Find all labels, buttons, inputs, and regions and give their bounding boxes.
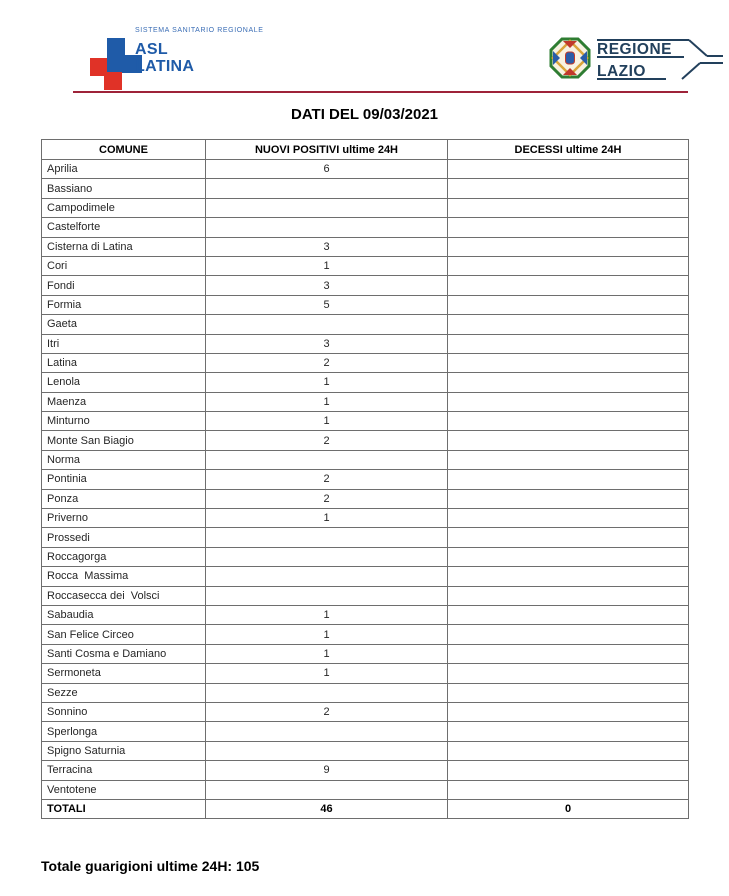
decessi-cell bbox=[448, 334, 689, 353]
comune-cell: Terracina bbox=[42, 761, 206, 780]
comune-cell: Campodimele bbox=[42, 198, 206, 217]
cross-square-top bbox=[107, 38, 125, 56]
comune-cell: Sabaudia bbox=[42, 605, 206, 624]
decessi-cell bbox=[448, 295, 689, 314]
table-row bbox=[42, 567, 689, 586]
cross-square-center bbox=[107, 55, 125, 73]
comune-cell: Roccagorga bbox=[42, 547, 206, 566]
regione-lazio-wordmark bbox=[596, 37, 724, 83]
positivi-cell: 9 bbox=[206, 761, 448, 780]
guarigioni-note: Totale guarigioni ultime 24H: 105 bbox=[41, 858, 260, 874]
table-row bbox=[42, 218, 689, 237]
table-row bbox=[42, 412, 689, 431]
comune-cell: Bassiano bbox=[42, 179, 206, 198]
decessi-cell bbox=[448, 450, 689, 469]
positivi-cell bbox=[206, 683, 448, 702]
table-row bbox=[42, 431, 689, 450]
table-row bbox=[42, 761, 689, 780]
comune-cell: Santi Cosma e Damiano bbox=[42, 644, 206, 663]
positivi-cell: 3 bbox=[206, 276, 448, 295]
positivi-cell: 3 bbox=[206, 237, 448, 256]
positivi-cell: 1 bbox=[206, 509, 448, 528]
column-header-decessi: DECESSI ultime 24H bbox=[448, 140, 689, 160]
positivi-cell bbox=[206, 528, 448, 547]
decessi-cell bbox=[448, 276, 689, 295]
decessi-cell bbox=[448, 702, 689, 721]
sistema-sanitario-label: SISTEMA SANITARIO REGIONALE bbox=[135, 27, 264, 34]
comune-cell: Lenola bbox=[42, 373, 206, 392]
positivi-cell: 1 bbox=[206, 412, 448, 431]
positivi-cell bbox=[206, 198, 448, 217]
table-row bbox=[42, 664, 689, 683]
table-row bbox=[42, 605, 689, 624]
regione-lazio-emblem-icon bbox=[549, 37, 591, 79]
table-row bbox=[42, 198, 689, 217]
decessi-cell bbox=[448, 722, 689, 741]
asl-name-line2: LATINA bbox=[135, 58, 195, 75]
positivi-cell bbox=[206, 722, 448, 741]
comune-cell: Ponza bbox=[42, 489, 206, 508]
comune-cell: Roccasecca dei Volsci bbox=[42, 586, 206, 605]
asl-text-block bbox=[135, 27, 263, 75]
positivi-cell: 2 bbox=[206, 489, 448, 508]
table-row bbox=[42, 334, 689, 353]
header-divider-line bbox=[73, 91, 688, 93]
table-row bbox=[42, 179, 689, 198]
comune-cell: San Felice Circeo bbox=[42, 625, 206, 644]
comune-cell: Spigno Saturnia bbox=[42, 741, 206, 760]
table-row bbox=[42, 722, 689, 741]
comune-cell: Itri bbox=[42, 334, 206, 353]
comune-cell: Monte San Biagio bbox=[42, 431, 206, 450]
table-row bbox=[42, 315, 689, 334]
asl-name-line1: ASL bbox=[135, 41, 168, 58]
comune-cell: Gaeta bbox=[42, 315, 206, 334]
positivi-cell bbox=[206, 218, 448, 237]
decessi-cell bbox=[448, 237, 689, 256]
table-row bbox=[42, 528, 689, 547]
positivi-cell: 1 bbox=[206, 605, 448, 624]
decessi-cell bbox=[448, 353, 689, 372]
positivi-cell bbox=[206, 315, 448, 334]
positivi-cell: 2 bbox=[206, 702, 448, 721]
decessi-cell bbox=[448, 160, 689, 179]
comune-cell: Priverno bbox=[42, 509, 206, 528]
table-row bbox=[42, 625, 689, 644]
comune-cell: Sermoneta bbox=[42, 664, 206, 683]
comune-cell: Cisterna di Latina bbox=[42, 237, 206, 256]
positivi-cell bbox=[206, 567, 448, 586]
table-row bbox=[42, 644, 689, 663]
decessi-cell bbox=[448, 198, 689, 217]
positivi-cell bbox=[206, 450, 448, 469]
table-row bbox=[42, 353, 689, 372]
comune-cell: Ventotene bbox=[42, 780, 206, 799]
lazio-text: LAZIO bbox=[597, 63, 646, 80]
comune-cell: Sperlonga bbox=[42, 722, 206, 741]
page-title: DATI DEL 09/03/2021 bbox=[290, 106, 439, 123]
decessi-cell bbox=[448, 470, 689, 489]
positivi-cell: 1 bbox=[206, 625, 448, 644]
table-row bbox=[42, 450, 689, 469]
positivi-cell: 1 bbox=[206, 373, 448, 392]
comune-cell: Prossedi bbox=[42, 528, 206, 547]
decessi-cell bbox=[448, 528, 689, 547]
comune-cell: Aprilia bbox=[42, 160, 206, 179]
positivi-cell: 1 bbox=[206, 644, 448, 663]
positivi-cell bbox=[206, 780, 448, 799]
decessi-cell bbox=[448, 644, 689, 663]
decessi-cell bbox=[448, 412, 689, 431]
decessi-cell bbox=[448, 586, 689, 605]
regione-text: REGIONE bbox=[597, 41, 672, 58]
decessi-cell bbox=[448, 218, 689, 237]
totals-positivi: 46 bbox=[206, 799, 448, 818]
decessi-cell bbox=[448, 179, 689, 198]
comune-cell: Latina bbox=[42, 353, 206, 372]
table-row bbox=[42, 586, 689, 605]
decessi-cell bbox=[448, 780, 689, 799]
positivi-cell bbox=[206, 547, 448, 566]
decessi-cell bbox=[448, 741, 689, 760]
regione-lazio-logo bbox=[549, 37, 724, 83]
totals-label: TOTALI bbox=[42, 799, 206, 818]
asl-latina-logo bbox=[88, 27, 318, 88]
table-row bbox=[42, 256, 689, 275]
comune-cell: Sonnino bbox=[42, 702, 206, 721]
comune-cell: Norma bbox=[42, 450, 206, 469]
column-header-comune: COMUNE bbox=[42, 140, 206, 160]
positivi-cell: 2 bbox=[206, 353, 448, 372]
decessi-cell bbox=[448, 547, 689, 566]
comune-cell: Maenza bbox=[42, 392, 206, 411]
column-header-nuovi-positivi: NUOVI POSITIVI ultime 24H bbox=[206, 140, 448, 160]
table-row bbox=[42, 373, 689, 392]
table-row bbox=[42, 741, 689, 760]
decessi-cell bbox=[448, 567, 689, 586]
decessi-cell bbox=[448, 373, 689, 392]
comune-cell: Minturno bbox=[42, 412, 206, 431]
table-row bbox=[42, 547, 689, 566]
positivi-cell: 2 bbox=[206, 431, 448, 450]
positivi-cell: 5 bbox=[206, 295, 448, 314]
comune-cell: Pontinia bbox=[42, 470, 206, 489]
table-row bbox=[42, 295, 689, 314]
totals-row bbox=[42, 799, 689, 818]
positivi-cell: 6 bbox=[206, 160, 448, 179]
table-body bbox=[42, 160, 689, 800]
positivi-cell: 1 bbox=[206, 392, 448, 411]
table-row bbox=[42, 702, 689, 721]
positivi-cell bbox=[206, 179, 448, 198]
decessi-cell bbox=[448, 625, 689, 644]
table-row bbox=[42, 683, 689, 702]
table-row bbox=[42, 276, 689, 295]
table-row bbox=[42, 237, 689, 256]
decessi-cell bbox=[448, 315, 689, 334]
table-row bbox=[42, 160, 689, 179]
decessi-cell bbox=[448, 683, 689, 702]
positivi-cell bbox=[206, 586, 448, 605]
decessi-cell bbox=[448, 761, 689, 780]
comune-cell: Cori bbox=[42, 256, 206, 275]
comune-cell: Castelforte bbox=[42, 218, 206, 237]
comune-cell: Sezze bbox=[42, 683, 206, 702]
table-header-row bbox=[42, 140, 689, 160]
decessi-cell bbox=[448, 431, 689, 450]
table-row bbox=[42, 392, 689, 411]
decessi-cell bbox=[448, 605, 689, 624]
decessi-cell bbox=[448, 664, 689, 683]
covid-data-table bbox=[41, 139, 689, 819]
positivi-cell: 1 bbox=[206, 664, 448, 683]
comune-cell: Fondi bbox=[42, 276, 206, 295]
positivi-cell: 2 bbox=[206, 470, 448, 489]
decessi-cell bbox=[448, 489, 689, 508]
decessi-cell bbox=[448, 256, 689, 275]
positivi-cell: 1 bbox=[206, 256, 448, 275]
decessi-cell bbox=[448, 392, 689, 411]
table-row bbox=[42, 489, 689, 508]
page-header bbox=[0, 0, 729, 93]
positivi-cell bbox=[206, 741, 448, 760]
decessi-cell bbox=[448, 509, 689, 528]
table-row bbox=[42, 470, 689, 489]
table-row bbox=[42, 509, 689, 528]
totals-decessi: 0 bbox=[448, 799, 689, 818]
comune-cell: Rocca Massima bbox=[42, 567, 206, 586]
comune-cell: Formia bbox=[42, 295, 206, 314]
positivi-cell: 3 bbox=[206, 334, 448, 353]
cross-square-bottom bbox=[104, 72, 122, 90]
table-row bbox=[42, 780, 689, 799]
